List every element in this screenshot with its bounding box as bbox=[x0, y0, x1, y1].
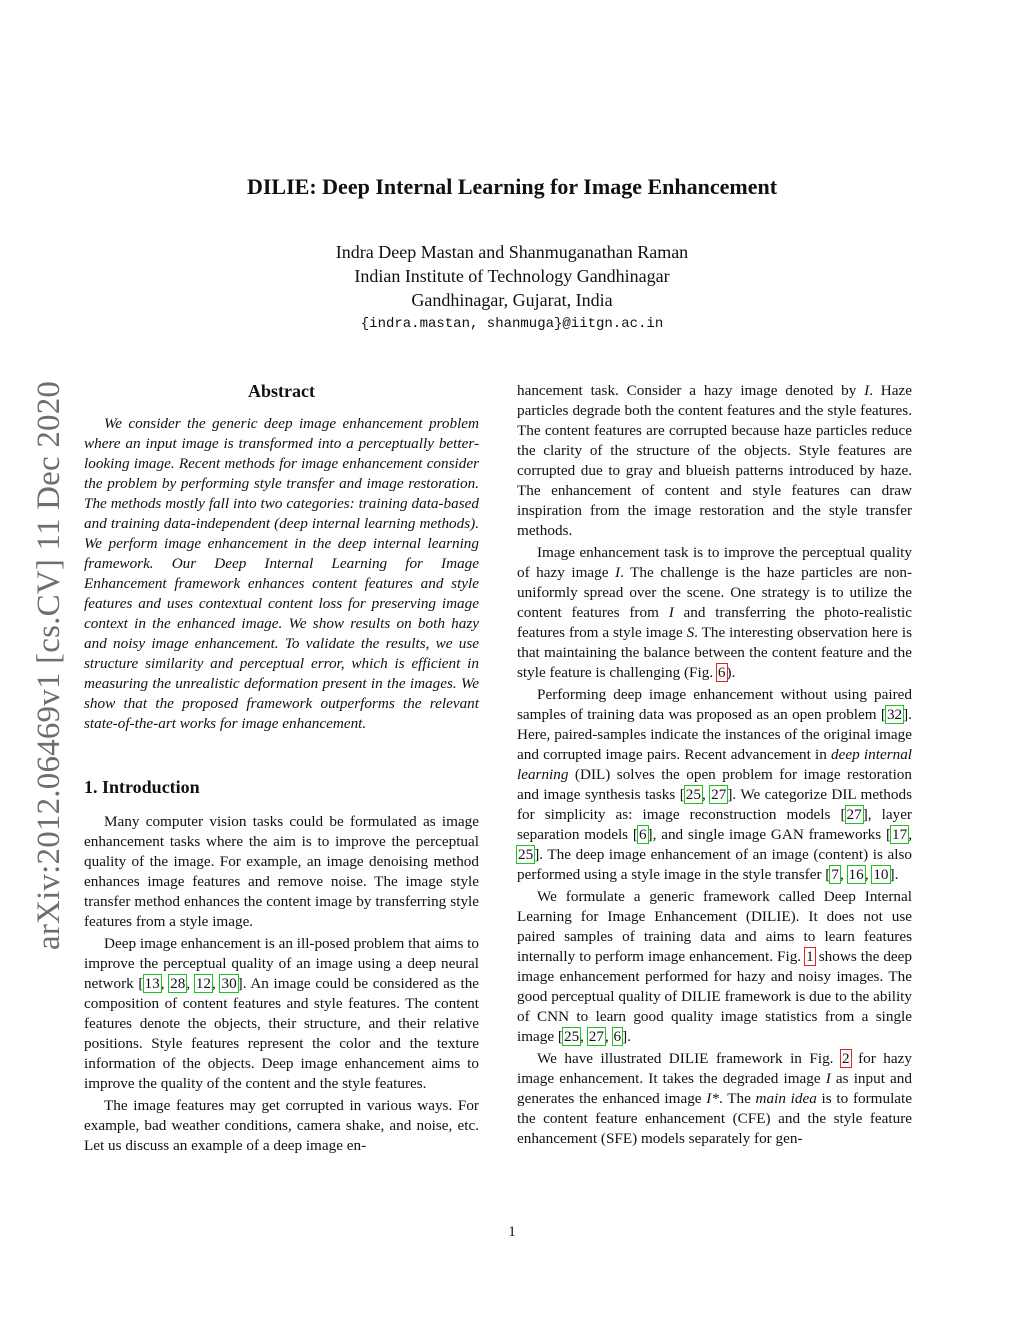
citation-link[interactable]: 16 bbox=[848, 866, 864, 883]
text-span: . The challenge is the haze particles are non-uniformly spread over the scene. One strategy is to utilize the content features from bbox=[517, 564, 912, 621]
intro-paragraph-4 bbox=[517, 381, 912, 541]
citation-link[interactable]: 27 bbox=[711, 786, 727, 803]
text-span: , bbox=[701, 786, 711, 803]
text-span: , bbox=[839, 866, 848, 883]
text-span: ]. bbox=[622, 1028, 631, 1045]
text-span: ], and single image GAN frameworks [ bbox=[647, 826, 892, 843]
text-span: ], layer separation models [ bbox=[517, 806, 912, 843]
text-span: We formulate a generic framework called Deep Internal Learning for Image Enhancement (DILIE). It does not use paired samples of training data and aims to learn features internally to perform image enhancement. Fig. bbox=[517, 888, 912, 965]
author-location: Gandhinagar, Gujarat, India bbox=[411, 290, 613, 310]
citation-link[interactable]: 12 bbox=[195, 975, 211, 992]
text-span: , bbox=[186, 975, 195, 992]
right-column bbox=[517, 381, 912, 1151]
intro-paragraph-3: The image features may get corrupted in various ways. For example, bad weather conditions, camera shake, and noise, etc. Let us discuss an example of a deep image en- bbox=[84, 1097, 479, 1154]
page-number: 1 bbox=[508, 1224, 516, 1240]
text-span: , bbox=[580, 1028, 588, 1045]
math-symbol: I bbox=[864, 382, 870, 399]
text-span: , bbox=[160, 975, 170, 992]
citation-link[interactable]: 32 bbox=[886, 706, 903, 723]
math-symbol: I* bbox=[706, 1090, 719, 1107]
math-symbol: I bbox=[668, 604, 674, 621]
author-affiliation: Indian Institute of Technology Gandhinagar bbox=[354, 266, 670, 286]
figure-link[interactable]: 6 bbox=[717, 664, 726, 681]
citation-link[interactable]: 25 bbox=[685, 786, 701, 803]
math-symbol: I bbox=[615, 564, 621, 581]
text-span: . The bbox=[718, 1090, 756, 1107]
text-span: . Haze particles degrade both the content features and the style features. The content features are corrupted because haze particles reduce the clarity of the structure of the objects. Style features are corrupted due to gray and blueish patterns introduced by haze. The enhancement of content and style features can draw inspiration from the image restoration and the style transfer methods. bbox=[517, 382, 912, 539]
abstract-body: We consider the generic deep image enhancement problem where an input image is transformed into a perceptually better-looking image. Recent methods for image enhancement consider the problem by performing style transfer and image restoration. The methods mostly fall into two categories: training data-based and training data-independent (deep internal learning methods). We perform image enhancement in the deep internal learning framework. Our Deep Internal Learning for Image Enhancement framework enhances content features and style features and uses contextual content loss for preserving image context in the enhanced image. We show results on both hazy and noisy image enhancement. To validate the results, we use structure similarity and perceptual error, which is efficient in measuring the unrealistic deformation present in the images. We show that the proposed framework outperforms the relevant state-of-the-art works for image enhancement. bbox=[84, 415, 479, 732]
text-span: is to formulate the content feature enhancement (CFE) and the style feature enhancement (SFE) models separately for gen- bbox=[517, 1090, 912, 1147]
citation-link[interactable]: 7 bbox=[831, 866, 839, 883]
abstract-heading: Abstract bbox=[248, 381, 315, 401]
text-span: and transferring the photo-realistic features from a style image bbox=[517, 604, 912, 641]
arxiv-identifier: arXiv:2012.06469v1 [cs.CV] 11 Dec 2020 bbox=[31, 380, 67, 950]
author-block bbox=[0, 240, 1024, 336]
text-span: , bbox=[864, 866, 873, 883]
text-span: , bbox=[604, 1028, 613, 1045]
text-span: as input and generates the enhanced image bbox=[517, 1070, 912, 1107]
text-span: We have illustrated DILIE framework in Fig. bbox=[537, 1050, 841, 1067]
citation-link[interactable]: 6 bbox=[638, 826, 647, 843]
math-symbol: I bbox=[825, 1070, 831, 1087]
text-span: ]. bbox=[889, 866, 899, 883]
text-span: . The interesting observation here is that maintaining the balance between the content feature and the style feature is challenging (Fig. bbox=[517, 624, 912, 681]
citation-link[interactable]: 25 bbox=[518, 846, 534, 863]
text-span: shows the deep image enhancement performed for hazy and noisy images. The good perceptual quality of DILIE framework is due to the ability of CNN to learn good quality image statistics from a single image [ bbox=[517, 948, 912, 1045]
citation-link[interactable]: 17 bbox=[892, 826, 908, 843]
figure-link[interactable]: 1 bbox=[806, 948, 814, 965]
emphasis-text: main idea bbox=[755, 1090, 817, 1107]
text-span: , bbox=[908, 826, 913, 843]
text-span: ). bbox=[726, 664, 736, 681]
author-email: {indra.mastan, shanmuga}@iitgn.ac.in bbox=[360, 316, 664, 332]
citation-link[interactable]: 25 bbox=[563, 1028, 580, 1045]
intro-paragraph-8 bbox=[517, 1049, 912, 1149]
citation-link[interactable]: 13 bbox=[144, 975, 160, 992]
citation-link[interactable]: 6 bbox=[613, 1028, 622, 1045]
intro-paragraph-7 bbox=[517, 887, 912, 1047]
left-column bbox=[84, 378, 479, 1158]
emphasis-text: deep internal learning bbox=[517, 746, 913, 783]
intro-paragraph-6 bbox=[517, 685, 912, 885]
text-span: (DIL) solves the open problem for image restoration and image synthesis tasks [ bbox=[517, 766, 912, 803]
text-span: ]. We categorize DIL methods for simplicity as: image reconstruction models [ bbox=[517, 786, 913, 823]
text-span: hancement task. Consider a hazy image denoted by bbox=[517, 382, 865, 399]
intro-paragraph-5 bbox=[517, 543, 912, 683]
author-names: Indra Deep Mastan and Shanmuganathan Raman bbox=[335, 242, 689, 262]
text-span: for hazy image enhancement. It takes the degraded image bbox=[517, 1050, 912, 1087]
text-span: , bbox=[212, 975, 221, 992]
citation-link[interactable]: 27 bbox=[846, 806, 862, 823]
text-span: ]. An image could be considered as the composition of content features and style features. The content features denote the objects, their structure, and their relative positions. Style features represent the color and the texture information of the objects. Deep image enhancement aims to improve the quality of the content and the style features. bbox=[84, 975, 480, 1092]
citation-link[interactable]: 27 bbox=[588, 1028, 604, 1045]
paper-title: DILIE: Deep Internal Learning for Image Enhancement bbox=[246, 174, 778, 199]
math-symbol: S bbox=[686, 624, 695, 641]
text-span: ]. The deep image enhancement of an image (content) is also performed using a style image in the style transfer [ bbox=[517, 846, 912, 883]
intro-paragraph-2 bbox=[84, 934, 479, 1094]
text-span: ]. Here, paired-samples indicate the instances of the original image and corrupted image pairs. Recent advancement in bbox=[517, 706, 912, 763]
intro-paragraph-1: Many computer vision tasks could be formulated as image enhancement tasks where the aim is to improve the perceptual quality of the image. For example, an image denoising method enhances image features and remove noise. The image style transfer method enhances the content image by transferring style features from a style image. bbox=[84, 813, 479, 930]
figure-link[interactable]: 2 bbox=[841, 1050, 850, 1067]
text-span: Deep image enhancement is an ill-posed problem that aims to improve the perceptual quality of an image using a deep neural network [ bbox=[84, 935, 479, 992]
text-span: Performing deep image enhancement without using paired samples of training data was proposed as an open problem [ bbox=[517, 686, 912, 723]
citation-link[interactable]: 10 bbox=[873, 866, 889, 883]
citation-link[interactable]: 30 bbox=[221, 975, 237, 992]
citation-link[interactable]: 28 bbox=[170, 975, 186, 992]
text-span: Image enhancement task is to improve the perceptual quality of hazy image bbox=[517, 544, 912, 581]
section-heading-introduction: 1. Introduction bbox=[84, 777, 200, 797]
